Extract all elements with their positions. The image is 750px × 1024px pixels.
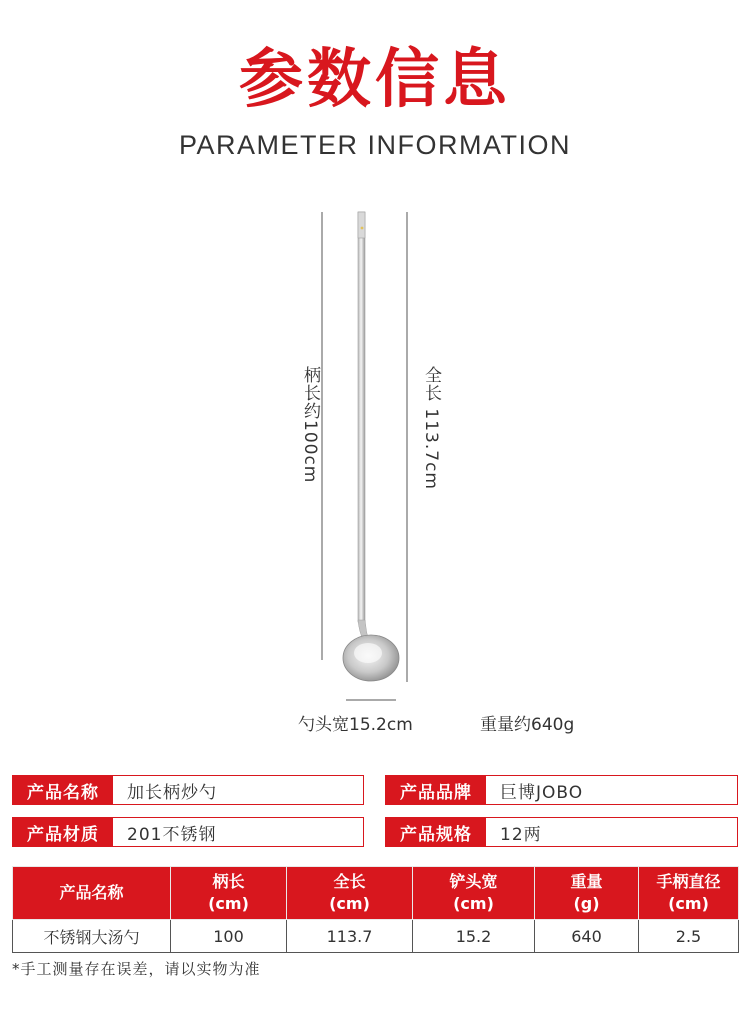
spec-table: [12, 866, 739, 953]
table-header-cell: 产品名称: [13, 867, 171, 920]
table-cell: 不锈钢大汤勺: [13, 920, 171, 953]
table-cell: 100: [171, 920, 287, 953]
table-header-cell: 重量 (g): [535, 867, 639, 920]
ladle-handle: [358, 212, 365, 622]
handle-length-label: 柄长约100cm: [300, 366, 320, 484]
info-value: 12两: [500, 824, 542, 845]
info-material: [12, 817, 364, 847]
info-value: 加长柄炒勺: [127, 782, 217, 803]
info-key: 产品名称: [13, 776, 113, 804]
info-key: 产品品牌: [386, 776, 486, 804]
table-cell: 15.2: [413, 920, 535, 953]
info-spec: [385, 817, 738, 847]
info-value: 巨博JOBO: [500, 782, 584, 803]
table-header-cell: 手柄直径 (cm): [639, 867, 739, 920]
table-header-row: [13, 867, 739, 920]
total-length-label: 全长 113.7cm: [421, 366, 441, 490]
table-header-cell: 铲头宽 (cm): [413, 867, 535, 920]
page-subtitle: PARAMETER INFORMATION: [178, 130, 571, 160]
head-width-label: 勺头宽15.2cm: [298, 715, 413, 735]
weight-label: 重量约640g: [480, 715, 575, 735]
table-cell: 640: [535, 920, 639, 953]
table-cell: 2.5: [639, 920, 739, 953]
table-header-cell: 柄长 (cm): [171, 867, 287, 920]
info-product-name: [12, 775, 364, 805]
page-title: 参数信息: [239, 43, 511, 117]
info-key: 产品规格: [386, 818, 486, 846]
table-row: [13, 920, 739, 953]
measurement-note: *手工测量存在误差，请以实物为准: [12, 960, 261, 978]
info-key: 产品材质: [13, 818, 113, 846]
table-header-cell: 全长 (cm): [287, 867, 413, 920]
table-cell: 113.7: [287, 920, 413, 953]
info-brand: [385, 775, 738, 805]
info-value: 201不锈钢: [127, 824, 217, 845]
